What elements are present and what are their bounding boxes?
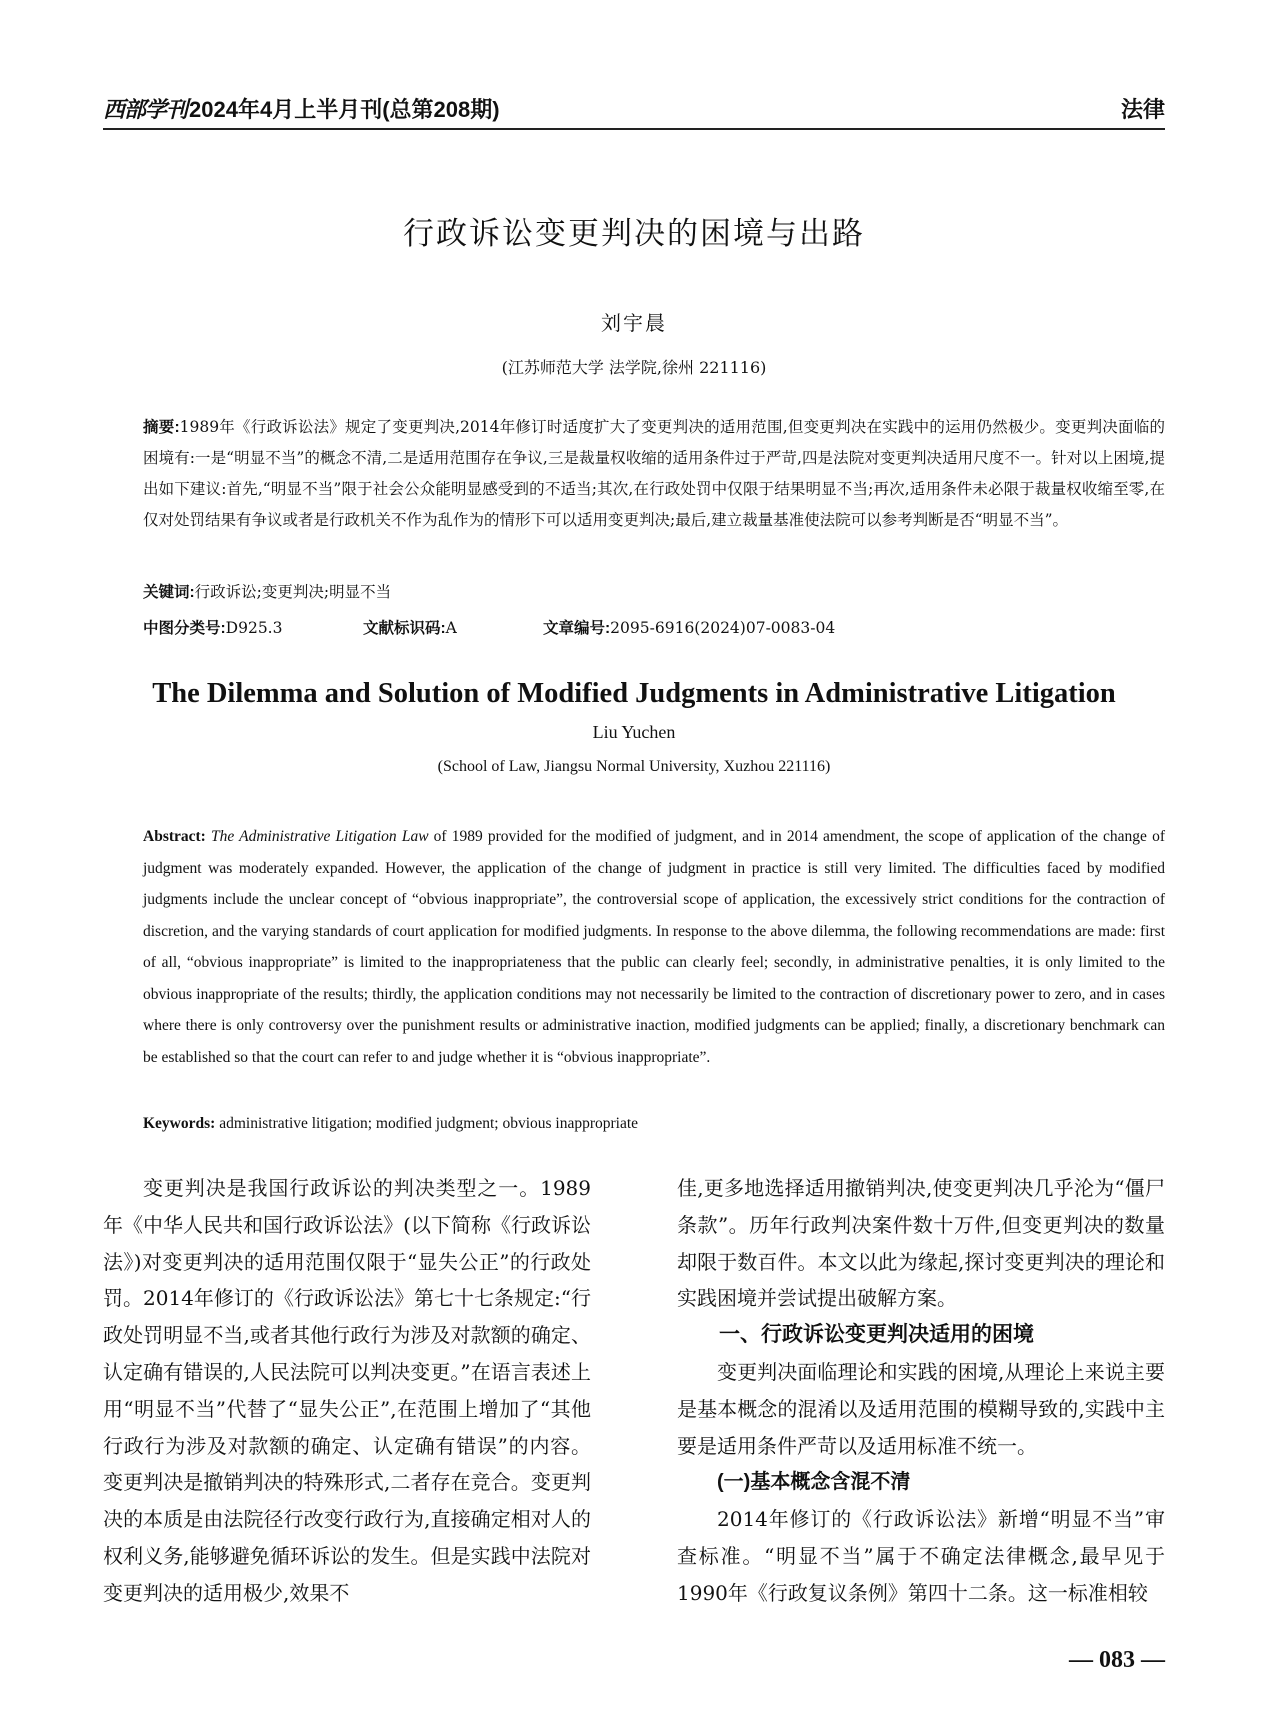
section-name: 法律	[1120, 97, 1165, 122]
abstract-cn-label: 摘要:	[143, 419, 180, 436]
article-number	[543, 614, 835, 643]
clc-label: 中图分类号:	[143, 620, 226, 637]
author-name: 刘宇晨	[601, 311, 667, 335]
section-heading: 一、行政诉讼变更判决适用的困境	[719, 1323, 1034, 1347]
abstract-en	[143, 821, 1165, 1073]
clc-code	[143, 614, 363, 643]
issue-info: 2024年4月上半月刊(总第208期)	[189, 97, 500, 122]
abstract-cn	[143, 412, 1165, 536]
body-column-left	[103, 1170, 591, 1612]
article-no-value: 2095-6916(2024)07-0083-04	[610, 619, 836, 637]
body-column-right	[677, 1170, 1165, 1612]
abstract-en-italic-lead: The Administrative Litigation Law	[211, 828, 429, 845]
keywords-en	[143, 1110, 1165, 1138]
paper-title: 行政诉讼变更判决的困境与出路	[403, 216, 865, 251]
header-divider	[103, 128, 1165, 130]
journal-issue	[103, 93, 500, 124]
body-paragraph: 2014年修订的《行政诉讼法》新增“明显不当”审查标准。“明显不当”属于不确定法律概念,最早见于1990年《行政复议条例》第四十二条。这一标准相较	[677, 1507, 1165, 1605]
page-number: — 083 —	[1069, 1647, 1165, 1673]
body-paragraph: 变更判决面临理论和实践的困境,从理论上来说主要是基本概念的混淆以及适用范围的模糊导致的,实践中主要是适用条件严苛以及适用标准不统一。	[677, 1359, 1165, 1458]
doc-code-value: A	[445, 619, 457, 637]
body-paragraph: 变更判决是我国行政诉讼的判决类型之一。1989年《中华人民共和国行政诉讼法》(以下简称《行政诉讼法》)对变更判决的适用范围仅限于“显失公正”的行政处罚。2014年修订的《行政诉讼法》第七十七条规定:“行政处罚明显不当,或者其他行政行为涉及对款额的确定、认定确有错误的,人民法院可以判决变更。”在语言表述上用“明显不当”代替了“显失公正”,在范围上增加了“其他行政行为涉及对款额的确定、认定确有错误”的内容。变更判决是撤销判决的特殊形式,二者存在竞合。变更判决的本质是由法院径行改变行政行为,直接确定相对人的权利义务,能够避免循环诉讼的发生。但是实践中法院对变更判决的适用极少,效果不	[103, 1176, 591, 1605]
running-header	[103, 88, 1165, 124]
keywords-cn	[143, 578, 1165, 607]
abstract-en-text: of 1989 provided for the modified of judgment, and in 2014 amendment, the scope of application of the change of judgment was moderately expanded. However, the application of the change of judgment in practice is still very limited. The difficulties faced by modified judgments include the unclear concept of “obvious inappropriate”, the controversial scope of application, the excessively strict conditions for the contraction of discretion, and the varying standards of court application for modified judgments. In response to the above dilemma, the following recommendations are made: first of all, “obvious inappropriate” is limited to the inappropriateness that the public can clearly feel; secondly, in administrative penalties, it is only limited to the obvious inappropriate of the results; thirdly, the application conditions may not necessarily be limited to the contraction of discretionary power to zero, and in cases where there is only controversy over the punishment results or administrative inaction, modified judgments can be applied; finally, a discretionary benchmark can be established so that the court can refer to and judge whether it is “obvious inappropriate”.	[143, 828, 1165, 1066]
paper-title-en: The Dilemma and Solution of Modified Judgments in Administrative Litigation	[152, 678, 1116, 709]
doc-code-label: 文献标识码:	[363, 620, 446, 637]
abstract-cn-text: 1989年《行政诉讼法》规定了变更判决,2014年修订时适度扩大了变更判决的适用范围,但变更判决在实践中的运用仍然极少。变更判决面临的困境有:一是“明显不当”的概念不清,二是适用范围存在争议,三是裁量权收缩的适用条件过于严苛,四是法院对变更判决适用尺度不一。针对以上困境,提出如下建议:首先,“明显不当”限于社会公众能明显感受到的不适当;其次,在行政处罚中仅限于结果明显不当;再次,适用条件未必限于裁量权收缩至零,在仅对处罚结果有争议或者是行政机关不作为乱作为的情形下可以适用变更判决;最后,建立裁量基准使法院可以参考判断是否“明显不当”。	[143, 418, 1165, 529]
classification-meta	[143, 614, 1165, 643]
affiliation: (江苏师范大学 法学院,徐州 221116)	[501, 358, 767, 377]
keywords-cn-label: 关键词:	[143, 584, 195, 601]
clc-value: D925.3	[225, 619, 283, 637]
journal-logo: 西部学刊	[103, 97, 188, 123]
abstract-en-label: Abstract:	[143, 828, 206, 845]
keywords-cn-text: 行政诉讼;变更判决;明显不当	[194, 583, 392, 601]
keywords-en-label: Keywords:	[143, 1115, 216, 1132]
subsection-heading: (一)基本概念含混不清	[717, 1471, 911, 1494]
body-paragraph: 佳,更多地选择适用撤销判决,使变更判决几乎沦为“僵尸条款”。历年行政判决案件数十万件,但变更判决的数量却限于数百件。本文以此为缘起,探讨变更判决的理论和实践困境并尝试提出破解方案。	[677, 1176, 1165, 1311]
keywords-en-text: administrative litigation; modified judgment; obvious inappropriate	[219, 1115, 639, 1132]
article-no-label: 文章编号:	[543, 620, 611, 637]
affiliation-en: (School of Law, Jiangsu Normal University, Xuzhou 221116)	[437, 758, 831, 775]
doc-code	[363, 614, 543, 643]
author-name-en: Liu Yuchen	[592, 722, 676, 742]
